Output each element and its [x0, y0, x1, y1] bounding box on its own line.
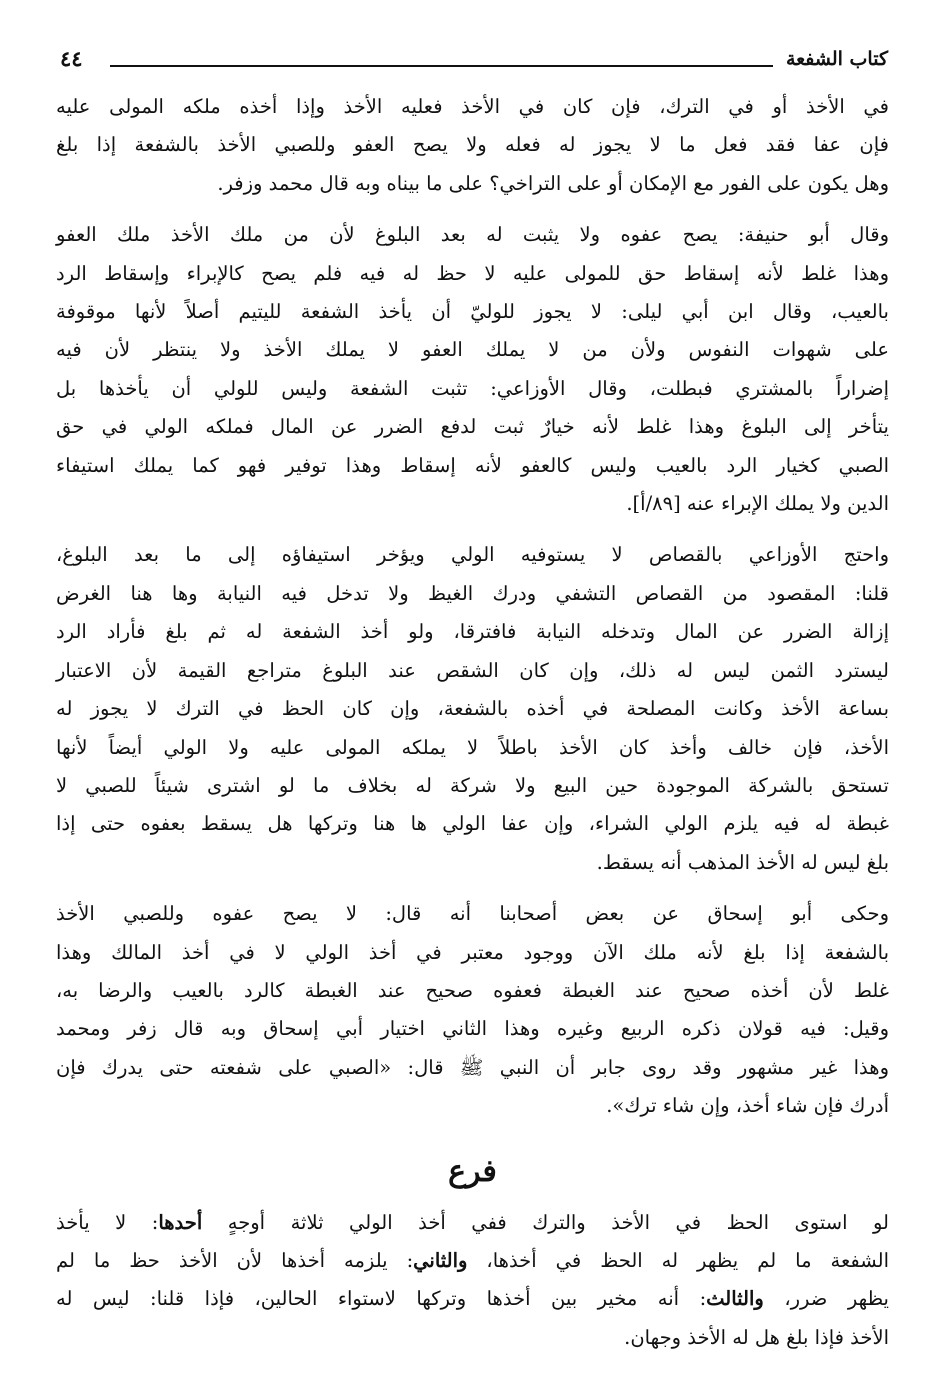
text-run: : أنه مخير بين أخذها وتركها لاستواء الحالين، فإذا قلنا: ليس له [56, 1287, 707, 1311]
section-heading: فرع [448, 1153, 497, 1189]
paragraph-2 [56, 216, 889, 523]
header-rule [110, 65, 773, 67]
text-line [56, 1204, 889, 1242]
text-line: وحكى أبو إسحاق عن بعض أصحابنا أنه قال: لا يصح عفوه وللصبي الأخذ [56, 902, 889, 926]
text-line: بالشفعة إذا بلغ لأنه ملك الآن ووجود معتبر في أخذ الولي لا في أخذ المالك وهذا [56, 940, 889, 964]
bold-term: والثالث [706, 1287, 764, 1311]
page-header [60, 44, 888, 74]
text-line: وقيل: فيه قولان ذكره الربيع وغيره وهذا الثاني اختيار أبي إسحاق وبه قال زفر ومحمد [56, 1017, 889, 1041]
body-text [56, 88, 889, 1370]
text-line: الأخذ، فإن خالف وأخذ كان الأخذ باطلاً لا يملكه المولى عليه ولا الولي أيضاً لأنها [56, 735, 889, 759]
text-line: إضراراً بالمشتري فبطلت، وقال الأوزاعي: تثبت الشفعة وليس للولي أن يأخذها بل [56, 376, 889, 400]
text-line: على شهوات النفوس ولأن من لا يملك العفو لا يملك الأخذ ولا ينتظر لأن فيه [56, 338, 889, 362]
text-line: غبطة له فيه يلزم الولي الشراء، وإن عفا الولي ها هنا وتركها هل يسقط بعفوه حتى إذا [56, 812, 889, 836]
text-line: الصبي كخيار الرد بالعيب وليس كالعفو لأنه إسقاط وهذا توفير فهو كما يملك استيفاء [56, 453, 889, 477]
text-line: واحتج الأوزاعي بالقصاص لا يستوفيه الولي ويؤخر استيفاؤه إلى ما بعد البلوغ، [56, 543, 889, 567]
paragraph-1 [56, 88, 889, 203]
text-line: وهذا غير مشهور وقد روى جابر أن النبي ﷺ قال: «الصبي على شفعته حتى يدرك فإن [56, 1055, 889, 1079]
page-number: ٤٤ [60, 46, 83, 71]
text-line: إزالة الضرر عن المال وتدخله النيابة فافترقا، ولو أخذ الشفعة له ثم بلغ فأراد الرد [56, 620, 889, 644]
text-line [56, 1242, 889, 1280]
text-line: ليسترد الثمن ليس له ذلك، وإن كان الشقص عند البلوغ متراجع القيمة لأن الاعتبار [56, 658, 889, 682]
text-line: أدرك فإن شاء أخذ، وإن شاء ترك». [606, 1094, 889, 1118]
text-line: تستحق بالشركة الموجودة حين البيع ولا شركة له بخلاف ما لو اشترى شيئاً للصبي لا [56, 773, 889, 797]
text-line: فإن عفا فقد فعل ما لا يجوز له فعله ولا يصح العفو وللصبي الأخذ بالشفعة إذا بلغ [56, 133, 889, 157]
text-line: في الأخذ أو في الترك، فإن كان في الأخذ فعليه الأخذ وإذا أخذه ملكه المولى عليه [56, 95, 889, 118]
text-line: غلط لأن أخذه صحيح عند الغبطة فعفوه صحيح عند الغبطة كالرد بالعيب والرضا به، [56, 978, 889, 1002]
text-line: الدين ولا يملك الإبراء عنه [٨٩/أ]. [626, 492, 889, 516]
text-run: : لا يأخذ [56, 1210, 159, 1234]
text-line [56, 1280, 889, 1318]
bold-term: أحدها [158, 1210, 203, 1234]
text-run: لو استوى الحظ في الأخذ والترك ففي أخذ الولي ثلاثة أوجهٍ [202, 1210, 890, 1234]
paragraph-5 [56, 1204, 889, 1358]
paragraph-4 [56, 895, 889, 1125]
text-line: الأخذ فإذا بلغ هل له الأخذ وجهان. [624, 1325, 889, 1349]
text-run: يظهر ضرر، [763, 1287, 889, 1311]
paragraph-3 [56, 536, 889, 882]
text-run: الشفعة ما لم يظهر له الحظ في أخذها، [467, 1248, 889, 1272]
bold-term: والثاني [413, 1248, 468, 1272]
text-line: بلغ ليس له الأخذ المذهب أنه يسقط. [596, 850, 889, 874]
text-line: وهل يكون على الفور مع الإمكان أو على التراخي؟ على ما بيناه وبه قال محمد وزفر. [217, 171, 889, 195]
chapter-title: كتاب الشفعة [785, 48, 888, 70]
text-run: : يلزمه أخذها لأن الأخذ حظ ما لم [56, 1248, 414, 1272]
text-line: وقال أبو حنيفة: يصح عفوه ولا يثبت له بعد البلوغ لأن من ملك الأخذ ملك العفو [56, 223, 889, 247]
text-line: وهذا غلط لأنه إسقاط حق للمولى عليه لا حظ له فيه فلم يصح كالإبراء وإسقاط الرد [56, 261, 889, 285]
text-line: بساعة الأخذ وكانت المصلحة في أخذه بالشفعة، وإن كان الحظ في الترك لا يجوز له [56, 697, 889, 721]
text-line: بالعيب، وقال ابن أبي ليلى: لا يجوز للوليّ أن يأخذ الشفعة لليتيم أصلاً لأنها موقوفة [56, 300, 889, 324]
text-line: يتأخر إلى البلوغ وهذا غلط لأنه خيارٌ ثبت لدفع الضرر عن المال فملكه الولي في حق [56, 415, 889, 439]
text-line: قلنا: المقصود من القصاص التشفي ودرك الغيظ ولا تدخل فيه النيابة وها هنا الغرض [56, 581, 889, 605]
